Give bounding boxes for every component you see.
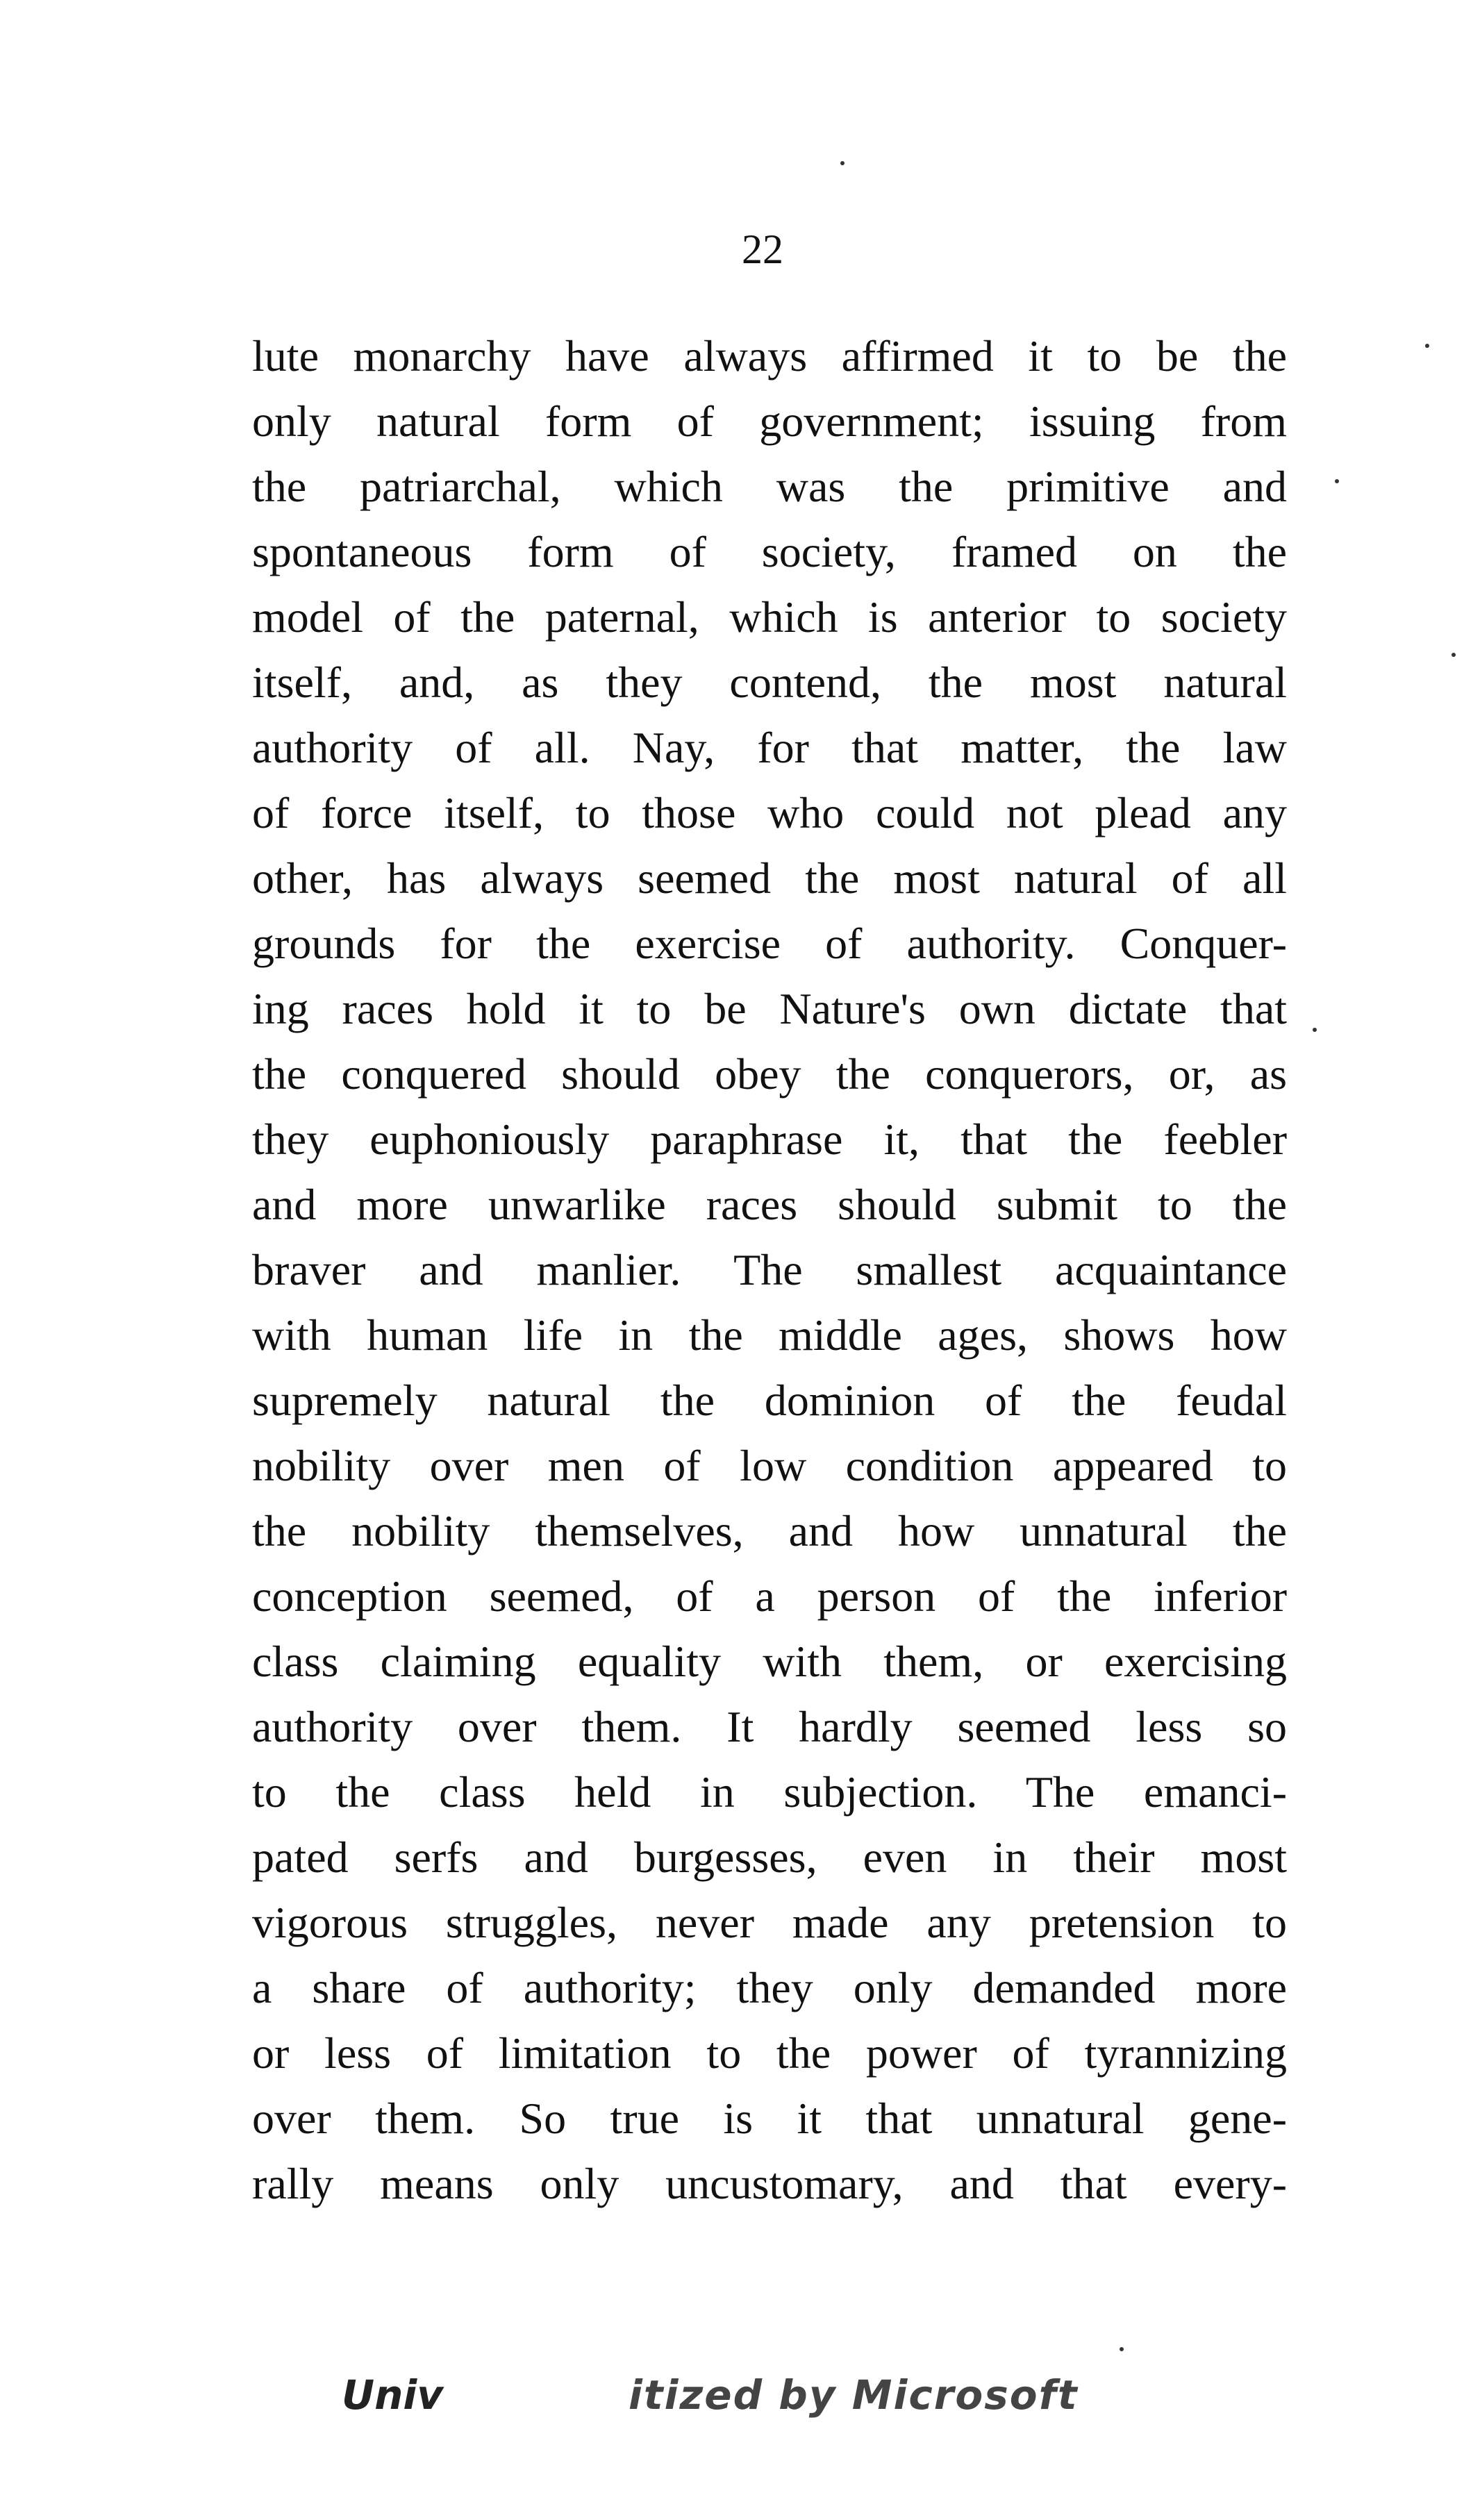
text-line: only natural form of government; issuing from [252,397,1287,446]
scan-speck [1335,479,1339,483]
text-line: the nobility themselves, and how unnatural the [252,1506,1287,1555]
text-line: and more unwarlike races should submit to the [252,1180,1287,1229]
scan-speck [1425,344,1429,348]
text-line: of force itself, to those who could not plead any [252,788,1287,837]
text-line: class claiming equality with them, or exercising [252,1637,1287,1686]
scan-speck [840,161,845,165]
page-number: 22 [742,226,783,272]
text-line: authority over them. It hardly seemed less so [252,1702,1287,1751]
text-line: over them. So true is it that unnatural gene- [252,2094,1287,2143]
text-line: or less of limitation to the power of tyrannizing [252,2028,1287,2078]
text-line: grounds for the exercise of authority. Conquer- [252,919,1287,968]
text-line: vigorous struggles, never made any pretension to [252,1898,1287,1947]
text-line: to the class held in subjection. The emanci- [252,1767,1287,1817]
scan-speck [1313,1028,1317,1032]
watermark-university: Univ [342,2371,444,2419]
text-line: ing races hold it to be Nature's own dictate that [252,984,1287,1033]
text-line: itself, and, as they contend, the most natural [252,658,1287,707]
watermark-digitized-by: itized by Microsoft [629,2371,1079,2419]
page-body-text [252,324,1287,2217]
scan-speck [1120,2347,1124,2351]
text-line: model of the paternal, which is anterior to society [252,592,1287,642]
text-line: pated serfs and burgesses, even in their most [252,1833,1287,1882]
text-line: other, has always seemed the most natural of all [252,853,1287,903]
text-line: rally means only uncustomary, and that every- [252,2159,1287,2208]
text-line: spontaneous form of society, framed on the [252,527,1287,576]
text-line: authority of all. Nay, for that matter, the law [252,723,1287,772]
scan-speck [1451,653,1456,657]
text-line: nobility over men of low condition appeared to [252,1441,1287,1490]
text-line: they euphoniously paraphrase it, that the feebler [252,1115,1287,1164]
text-line: braver and manlier. The smallest acquaintance [252,1245,1287,1294]
text-line: the patriarchal, which was the primitive and [252,462,1287,511]
text-line: the conquered should obey the conquerors, or, as [252,1049,1287,1099]
text-line: supremely natural the dominion of the feudal [252,1376,1287,1425]
text-line: with human life in the middle ages, shows how [252,1310,1287,1360]
text-line: lute monarchy have always affirmed it to be the [252,331,1287,381]
text-line: conception seemed, of a person of the inferior [252,1571,1287,1621]
text-line: a share of authority; they only demanded more [252,1963,1287,2012]
